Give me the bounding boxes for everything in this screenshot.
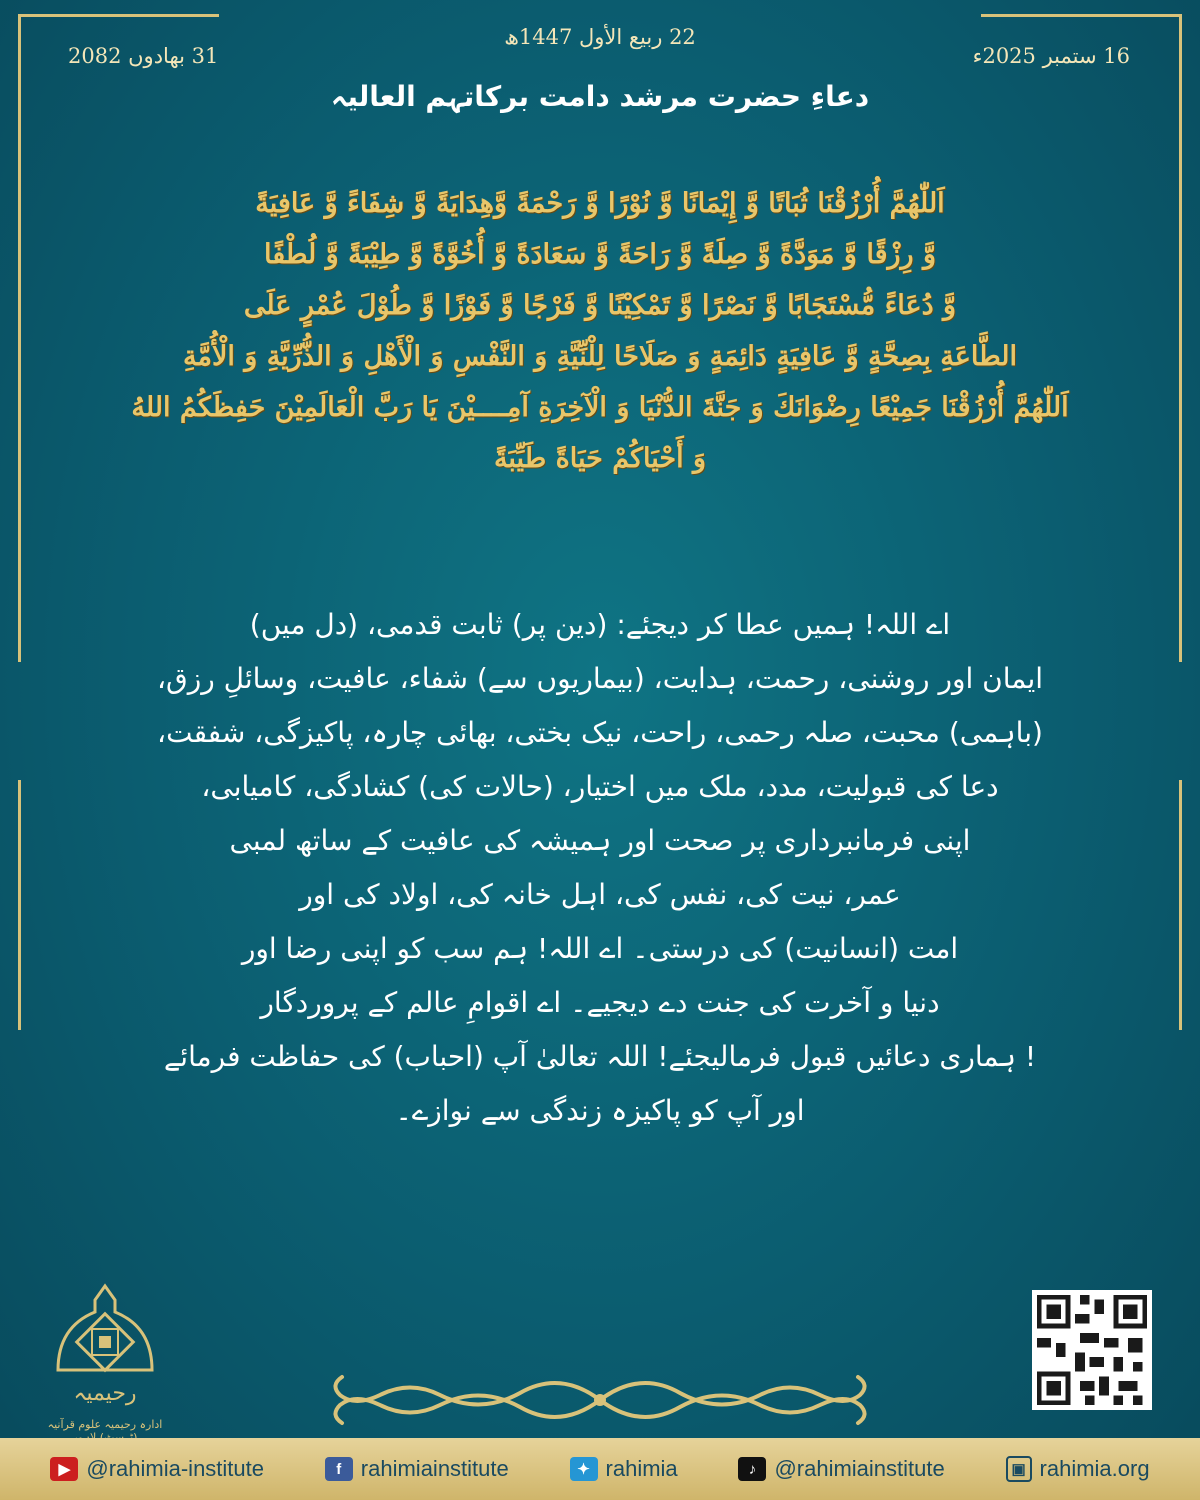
facebook-handle: rahimiainstitute	[360, 1456, 509, 1481]
urdu-line: امت (انسانیت) کی درستی۔ اے اللہ! ہم سب کو اپنی رضا اور	[241, 932, 959, 965]
urdu-translation	[120, 598, 1080, 1138]
urdu-line: ایمان اور روشنی، رحمت، ہدایت، (بیماریوں سے) شفاء، عافیت، وسائلِ رزق،	[156, 662, 1044, 695]
tiktok-icon: ♪	[738, 1457, 766, 1481]
arabic-line: وَ أَحْيَاكُمْ حَيَاةً طَيِّبَةً	[493, 443, 707, 474]
urdu-line: دعا کی قبولیت، مدد، ملک میں اختیار، (حالات کی) کشادگی، کامیابی،	[201, 770, 999, 803]
arabic-line: اَللّٰهُمَّ أُرْزُقْنَا جَمِيْعًا رِضْوَانَكَ وَ جَنَّةَ الدُّنْيَا وَ الْآخِرَةِ آمِــــيْنَ يَا رَبَّ الْعَالَمِيْنَ حَفِظَكُمُ اللهُ	[131, 392, 1069, 423]
urdu-line: دنیا و آخرت کی جنت دے دیجیے۔ اے اقوامِ عالم کے پروردگار	[260, 986, 940, 1019]
social-footer	[0, 1438, 1200, 1500]
arabic-line: الطَّاعَةِ بِصِحَّةٍ وَّ عَافِيَةٍ دَائِمَةٍ وَ صَلَاحًا لِلْنِّيَّةِ وَ النَّفْسِ وَ الْأَهْلِ وَ الذُّرِّيَّةِ وَ الْأُمَّةِ	[183, 341, 1017, 372]
qr-code[interactable]	[1032, 1290, 1152, 1410]
arabic-line: اَللّٰهُمَّ أُرْزُقْنَا ثُبَاتًا وَّ إِيْمَانًا وَّ نُوْرًا وَّ رَحْمَةً وَّهِدَايَةً وَّ شِفَاءً وَّ عَافِيَةً	[255, 188, 945, 219]
arabic-line: وَّ رِزْقًا وَّ مَوَدَّةً وَّ صِلَةً وَّ رَاحَةً وَّ سَعَادَةً وَّ أُخُوَّةً وَّ طِيْبَةً وَّ لُطْفًا	[264, 239, 936, 270]
tiktok-link[interactable]	[738, 1456, 944, 1482]
urdu-line: ! ہماری دعائیں قبول فرمالیجئے! اللہ تعالیٰ آپ (احباب) کی حفاظت فرمائے	[163, 1040, 1037, 1073]
urdu-line: اور آپ کو پاکیزہ زندگی سے نوازے۔	[395, 1094, 805, 1127]
page-title: دعاءِ حضرت مرشد دامت برکاتہم العالیہ	[330, 80, 870, 113]
youtube-link[interactable]	[50, 1456, 264, 1482]
frame-bottom-left	[18, 780, 21, 1030]
facebook-icon: f	[325, 1457, 353, 1481]
logo-wordmark: رحیمیہ	[73, 1381, 137, 1406]
urdu-line: اپنی فرمانبرداری پر صحت اور ہمیشہ کی عافیت کے ساتھ لمبی	[229, 824, 971, 857]
logo-caption: ادارہ رحیمیہ علوم قرآنیہ	[47, 1418, 163, 1431]
youtube-icon: ▶	[50, 1457, 78, 1481]
urdu-line: عمر، نیت کی، نفس کی، اہل خانہ کی، اولاد کی اور	[299, 878, 901, 911]
rahimia-logo	[40, 1282, 170, 1412]
youtube-handle: @rahimia-institute	[86, 1456, 265, 1481]
arabic-dua	[80, 178, 1120, 484]
arabic-line: وَّ دُعَاءً مُّسْتَجَابًا وَّ نَصْرًا وَّ تَمْكِيْنًا وَّ فَرْجًا وَّ فَوْزًا وَّ طُوْلَ عُمْرٍ عَلَى	[243, 290, 957, 321]
twitter-icon: ✦	[570, 1457, 598, 1481]
twitter-handle: rahimia	[605, 1456, 678, 1481]
twitter-link[interactable]	[570, 1456, 678, 1482]
frame-bottom-right	[1179, 780, 1182, 1030]
hijri-date: 22 ربیع الأول 1447ھ	[504, 25, 696, 49]
gold-ornament	[300, 1365, 900, 1435]
globe-icon: ▣	[1006, 1456, 1032, 1482]
gregorian-date: 16 ستمبر 2025ء	[972, 44, 1130, 68]
tiktok-handle: @rahimiainstitute	[774, 1456, 945, 1481]
facebook-link[interactable]	[325, 1456, 509, 1482]
website-url: rahimia.org	[1039, 1456, 1150, 1481]
website-link[interactable]	[1006, 1456, 1150, 1482]
urdu-line: (باہمی) محبت، صلہ رحمی، راحت، نیک بختی، بھائی چارہ، پاکیزگی، شفقت،	[157, 716, 1043, 749]
urdu-line: اے اللہ! ہمیں عطا کر دیجئے: (دین پر) ثابت قدمی، (دل میں)	[249, 608, 951, 641]
bikrami-date: 31 بھادوں 2082	[68, 44, 219, 68]
